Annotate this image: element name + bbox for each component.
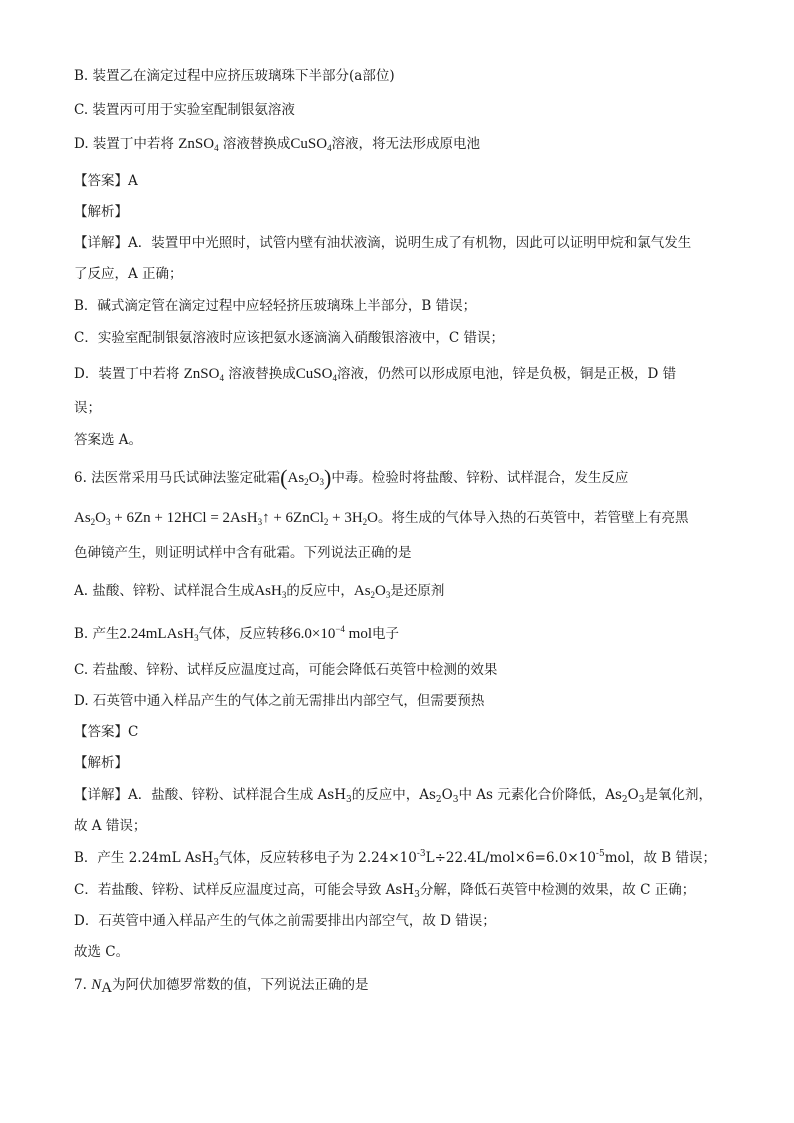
q5-detail-line-5: D．装置丁中若将 ZnSO$_4$ 溶液替换成CuSO$_4$溶液，仍然可以形成原电池，锌是负极，铜是正极，D 错 [74,366,677,383]
q6-analysis-label: 【解析】 [74,755,128,771]
q6-detail-line-2: 故 A 错误； [74,818,147,834]
q6-detail-line-4: C．若盐酸、锌粉、试样反应温度过高，可能会导致 AsH$_3$分解，降低石英管中检测的效果，故 C 正确； [74,882,696,900]
q6-option-b: B. 产生2.24mLAsH$_3$气体，反应转移$6.0\times 10^{-4}$ mol电子 [74,624,399,643]
q6-detail-line-3: B．产生 2.24mL AsH$_3$气体，反应转移电子为 $2.24\times 10^{-3}L\div 22.4L/mol\times 6=6.0\times 10^{-5}mol$，故 B 错误； [74,849,716,868]
q6-conclusion: 故选 C。 [74,944,130,960]
q6-option-a: A. 盐酸、锌粉、试样混合生成AsH$_3$的反应中，$As_2O_3$是还原剂 [74,583,445,600]
q6-stem-line-1: 6. 法医常采用马氏试砷法鉴定砒霜$(As_2O_3)$中毒。检验时将盐酸、锌粉、试样混合，发生反应 [74,465,629,490]
q6-detail-line-5: D．石英管中通入样品产生的气体之前需要排出内部空气，故 D 错误； [74,913,496,929]
q6-option-c: C. 若盐酸、锌粉、试样反应温度过高，可能会降低石英管中检测的效果 [74,662,498,678]
q6-answer: 【答案】C [74,724,139,740]
q7-stem: 7. $N_A$为阿伏加德罗常数的值，下列说法正确的是 [74,977,369,996]
q6-option-d: D. 石英管中通入样品产生的气体之前无需排出内部空气，但需要预热 [74,693,485,709]
q5-detail-line-3: B．碱式滴定管在滴定过程中应轻轻挤压玻璃珠上半部分，B 错误； [74,298,477,314]
q5-answer: 【答案】A [74,173,138,189]
q5-detail-line-1: 【详解】A．装置甲中光照时，试管内壁有油状液滴，说明生成了有机物，因此可以证明甲烷和氯气发生 [74,235,692,251]
q6-stem-line-2: $As_2O_3 + 6Zn + 12HCl$ = 2AsH$_3$↑ + 6ZnCl$_2$ + $3H_2O$。将生成的气体导入热的石英管中，若管壁上有亮黑 [74,510,689,527]
q5-option-c: C. 装置丙可用于实验室配制银氨溶液 [74,102,295,118]
q5-detail-line-2: 了反应，A 正确； [74,266,183,282]
q5-detail-line-4: C．实验室配制银氨溶液时应该把氨水逐滴滴入硝酸银溶液中，C 错误； [74,330,504,346]
q6-stem-line-3: 色砷镜产生，则证明试样中含有砒霜。下列说法正确的是 [74,545,412,561]
q5-option-d: D. 装置丁中若将 ZnSO$_4$ 溶液替换成CuSO$_4$溶液，将无法形成原电池 [74,136,481,153]
q5-conclusion: 答案选 A。 [74,432,143,448]
q5-detail-line-6: 误； [74,400,101,416]
q6-detail-line-1: 【详解】A．盐酸、锌粉、试样混合生成 AsH$_3$的反应中，$As_2O_3$中 As 元素化合价降低，$As_2O_3$是氧化剂， [74,787,712,805]
q5-option-b: B. 装置乙在滴定过程中应挤压玻璃珠下半部分(a部位) [74,68,395,84]
q5-analysis-label: 【解析】 [74,204,128,220]
